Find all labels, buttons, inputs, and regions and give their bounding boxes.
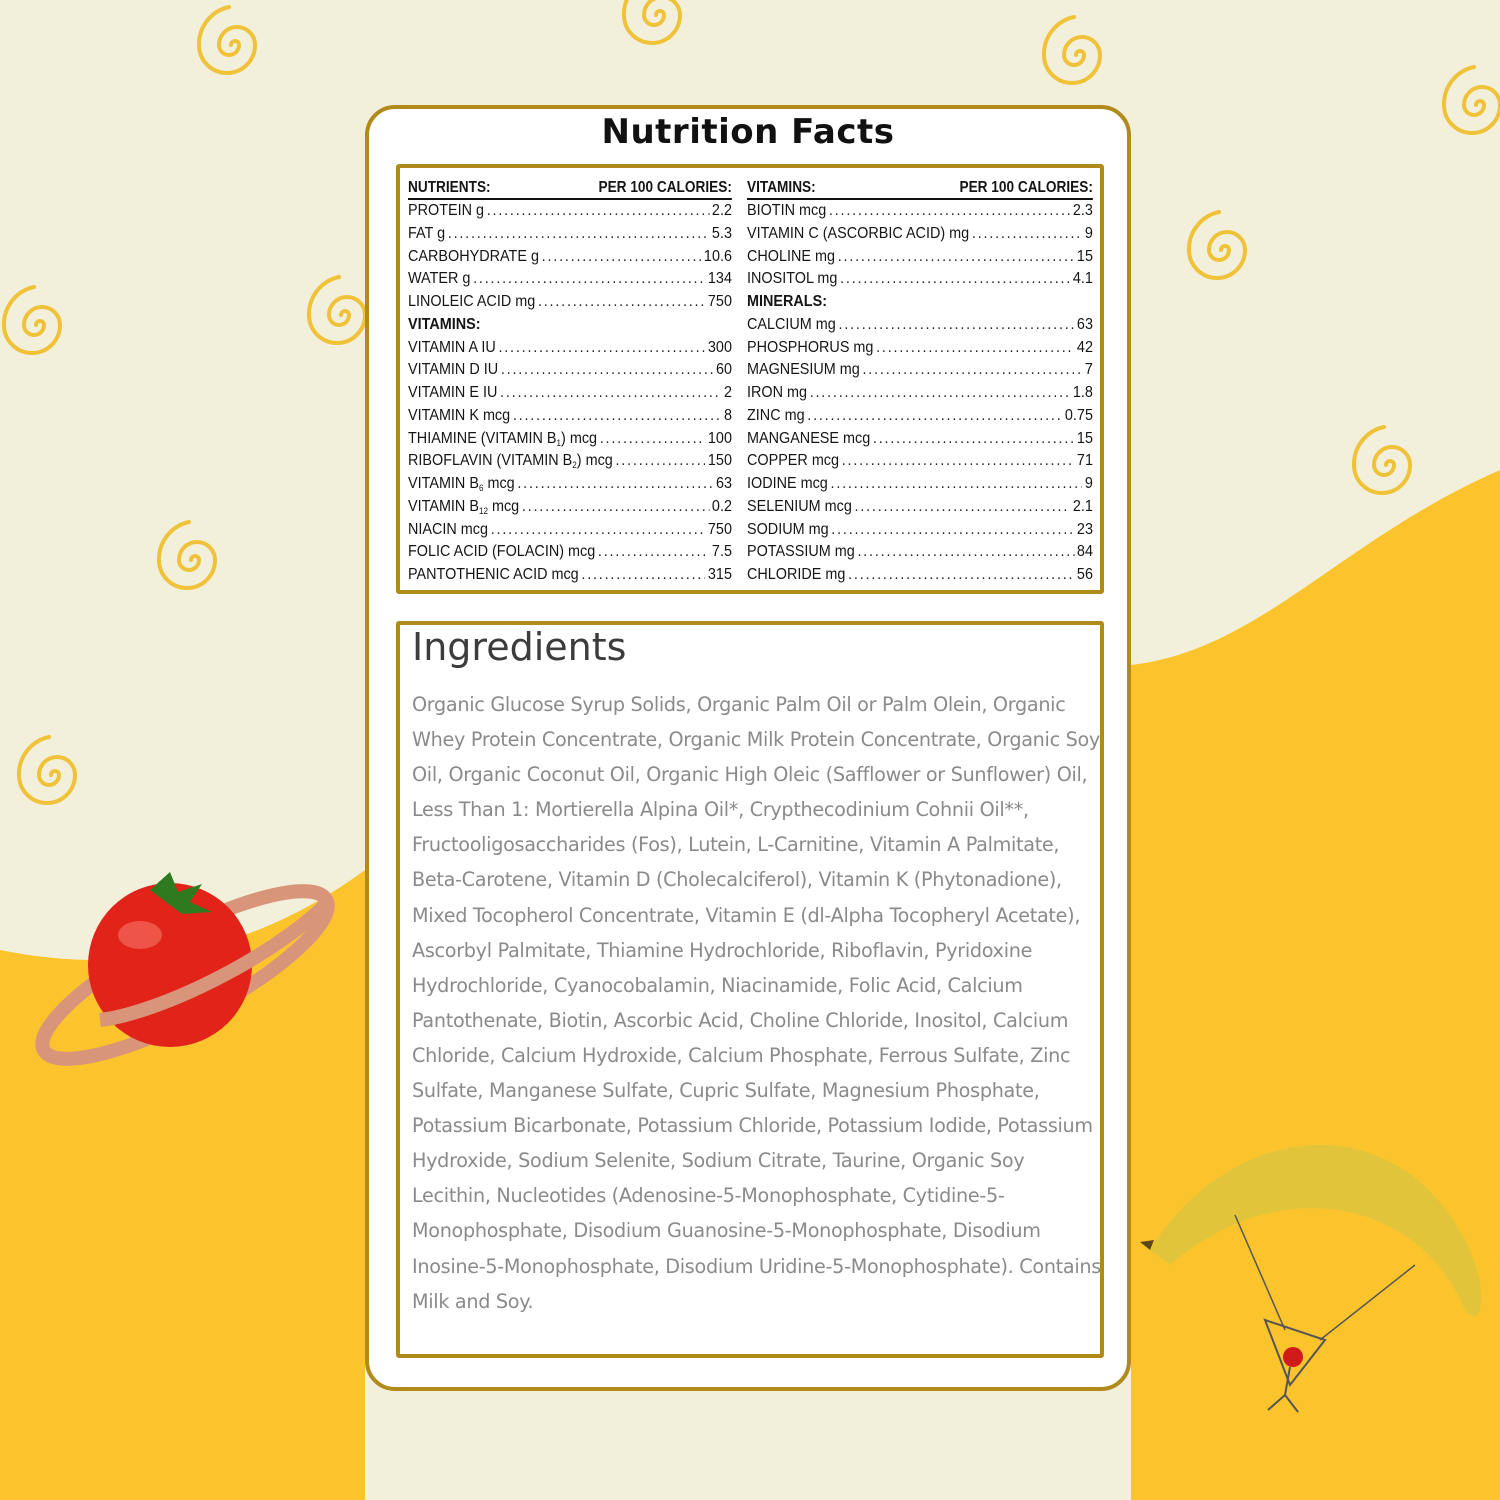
nutrient-value: 9 bbox=[1084, 224, 1093, 242]
nutrients-column bbox=[408, 178, 732, 587]
column-header bbox=[408, 178, 732, 200]
nutrient-label: COPPER mcg bbox=[747, 452, 840, 470]
nutrient-row bbox=[747, 200, 1093, 223]
nutrient-label: ZINC mg bbox=[747, 406, 805, 424]
nutrient-row bbox=[408, 473, 732, 496]
nutrient-label: MANGANESE mcg bbox=[747, 429, 871, 447]
nutrient-value: 10.6 bbox=[703, 247, 732, 265]
dot-leader bbox=[876, 337, 1074, 360]
dot-leader bbox=[972, 223, 1082, 246]
nutrient-label: VITAMIN $B_{12}$ mcg bbox=[408, 497, 520, 516]
nutrient-label: VITAMIN D IU bbox=[408, 361, 499, 379]
column-header-left: NUTRIENTS: bbox=[408, 179, 491, 196]
nutrient-label: LINOLEIC ACID mg bbox=[408, 293, 536, 310]
nutrient-row bbox=[408, 541, 732, 564]
nutrient-value: 63 bbox=[715, 475, 732, 492]
vitamins-minerals-column bbox=[747, 178, 1093, 587]
nutrient-label: PROTEIN g bbox=[408, 202, 485, 219]
nutrient-row bbox=[747, 246, 1093, 269]
ingredients-panel bbox=[396, 621, 1104, 1358]
nutrient-value: 750 bbox=[707, 293, 732, 310]
nutrient-value: 2.3 bbox=[1072, 202, 1093, 219]
column-header bbox=[747, 178, 1093, 200]
nutrient-value: 4.1 bbox=[1072, 270, 1093, 288]
nutrient-label: CHLORIDE mg bbox=[747, 566, 846, 583]
dot-leader bbox=[831, 519, 1074, 542]
nutrient-label: CALCIUM mg bbox=[747, 315, 836, 333]
dot-leader bbox=[513, 405, 721, 428]
nutrient-row bbox=[408, 223, 732, 246]
nutrient-row bbox=[747, 541, 1093, 564]
dot-leader bbox=[839, 314, 1075, 337]
dot-leader bbox=[491, 519, 706, 542]
nutrient-value: 750 bbox=[707, 520, 732, 538]
nutrient-value: 9 bbox=[1084, 475, 1093, 492]
nutrient-value: 15 bbox=[1076, 247, 1093, 265]
nutrient-label: THIAMINE (VITAMIN $B_1$) mcg bbox=[408, 429, 598, 448]
dot-leader bbox=[848, 564, 1074, 587]
nutrient-value: 2.2 bbox=[711, 202, 732, 219]
nutrient-row bbox=[408, 268, 732, 291]
dot-leader bbox=[873, 428, 1074, 451]
nutrient-label: CARBOHYDRATE g bbox=[408, 247, 539, 265]
dot-leader bbox=[448, 223, 709, 246]
nutrient-value: 8 bbox=[723, 406, 732, 424]
dot-leader bbox=[598, 541, 709, 564]
nutrient-row bbox=[408, 405, 732, 428]
nutrient-row bbox=[408, 450, 732, 473]
dot-leader bbox=[498, 337, 705, 360]
nutrient-label: FAT g bbox=[408, 224, 446, 242]
nutrient-row bbox=[747, 314, 1093, 337]
nutrient-label: PHOSPHORUS mg bbox=[747, 338, 874, 356]
dot-leader bbox=[829, 200, 1070, 223]
nutrient-label: FOLIC ACID (FOLACIN) mcg bbox=[408, 543, 596, 561]
nutrient-row bbox=[747, 359, 1093, 382]
nutrient-row bbox=[408, 291, 732, 314]
nutrient-value: 150 bbox=[707, 452, 732, 470]
nutrient-row bbox=[747, 496, 1093, 519]
nutrient-value: 0.75 bbox=[1064, 406, 1093, 424]
ingredients-title: Ingredients bbox=[412, 625, 627, 669]
dot-leader bbox=[500, 382, 721, 405]
nutrient-row bbox=[408, 428, 732, 451]
dot-leader bbox=[538, 291, 705, 314]
nutrient-row bbox=[747, 473, 1093, 496]
dot-leader bbox=[600, 428, 705, 451]
nutrient-value: 7 bbox=[1084, 361, 1093, 379]
dot-leader bbox=[810, 382, 1071, 405]
nutrient-label: VITAMINS: bbox=[408, 315, 481, 333]
nutrient-label: IODINE mcg bbox=[747, 475, 828, 492]
ingredients-text: Organic Glucose Syrup Solids, Organic Palm Oil or Palm Olein, Organic Whey Protein Concentrate, Organic Milk Protein Concentrate, Organic Soy Oil, Organic Coconut Oil, Organic High Oleic (Safflower or Sunflower) Oil, Less Than 1: Mortierella Alpina Oil*, Crypthecodinium Cohnii Oil**, Fructooligosaccharides (Fos), Lutein, L-Carnitine, Vitamin A Palmitate, Beta-Carotene, Vitamin D (Cholecalciferol), Vitamin K (Phytonadione), Mixed Tocopherol Concentrate, Vitamin E (dl-Alpha Tocopheryl Acetate), Ascorbyl Palmitate, Thiamine Hydrochloride, Riboflavin, Pyridoxine Hydrochloride, Cyanocobalamin, Niacinamide, Folic Acid, Calcium Pantothenate, Biotin, Ascorbic Acid, Choline Chloride, Inositol, Calcium Chloride, Calcium Hydroxide, Calcium Phosphate, Ferrous Sulfate, Zinc Sulfate, Manganese Sulfate, Cupric Sulfate, Magnesium Phosphate, Potassium Bicarbonate, Potassium Chloride, Potassium Iodide, Potassium Hydroxide, Sodium Selenite, Sodium Citrate, Taurine, Organic Soy Lecithin, Nucleotides (Adenosine-5-Monophosphate, Cytidine-5-Monophosphate, Disodium Guanosine-5-Monophosphate, Disodium Inosine-5-Monophosphate, Disodium Uridine-5-Monophosphate). Contains Milk and Soy. bbox=[412, 693, 1101, 1313]
nutrient-row bbox=[408, 200, 732, 223]
nutrient-row bbox=[747, 428, 1093, 451]
nutrient-value: 2 bbox=[723, 384, 732, 401]
nutrient-value: 315 bbox=[707, 566, 732, 583]
nutrient-label: VITAMIN $B_6$ mcg bbox=[408, 475, 515, 493]
nutrient-row bbox=[408, 382, 732, 405]
nutrient-label: POTASSIUM mg bbox=[747, 543, 855, 561]
nutrient-label: PANTOTHENIC ACID mcg bbox=[408, 566, 579, 583]
nutrient-label: RIBOFLAVIN (VITAMIN $B_2$) mcg bbox=[408, 452, 613, 471]
dot-leader bbox=[487, 200, 710, 223]
nutrient-label: NIACIN mcg bbox=[408, 520, 489, 538]
nutrient-label: SODIUM mg bbox=[747, 520, 829, 538]
dot-leader bbox=[863, 359, 1083, 382]
page-title: Nutrition Facts bbox=[601, 112, 895, 152]
nutrient-value: 63 bbox=[1076, 315, 1093, 333]
nutrient-label: VITAMIN K mcg bbox=[408, 406, 511, 424]
column-header-right: PER 100 CALORIES: bbox=[959, 179, 1093, 196]
nutrient-value: 84 bbox=[1076, 543, 1093, 561]
dot-leader bbox=[581, 564, 705, 587]
dot-leader bbox=[840, 268, 1070, 291]
nutrient-value: 1.8 bbox=[1072, 384, 1093, 401]
dot-leader bbox=[838, 246, 1075, 269]
nutrient-value: 15 bbox=[1076, 429, 1093, 447]
nutrient-value: 5.3 bbox=[711, 224, 732, 242]
dot-leader bbox=[842, 450, 1075, 473]
nutrient-row bbox=[747, 564, 1093, 587]
nutrient-value: 2.1 bbox=[1072, 497, 1093, 515]
nutrient-row bbox=[408, 246, 732, 269]
nutrient-value: 0.2 bbox=[711, 497, 732, 515]
nutrient-row bbox=[747, 382, 1093, 405]
dot-leader bbox=[831, 473, 1083, 496]
dot-leader bbox=[857, 541, 1074, 564]
nutrient-row bbox=[747, 337, 1093, 360]
nutrition-table bbox=[396, 164, 1104, 594]
nutrient-label: VITAMIN A IU bbox=[408, 338, 496, 356]
nutrient-value: 23 bbox=[1076, 520, 1093, 538]
section-heading bbox=[408, 314, 732, 337]
column-header-right: PER 100 CALORIES: bbox=[598, 179, 732, 196]
nutrient-label: BIOTIN mcg bbox=[747, 202, 827, 219]
nutrient-row bbox=[747, 268, 1093, 291]
nutrient-label: VITAMIN E IU bbox=[408, 384, 498, 401]
dot-leader bbox=[473, 268, 705, 291]
nutrient-label: WATER g bbox=[408, 270, 471, 288]
nutrient-value: 7.5 bbox=[711, 543, 732, 561]
nutrient-value: 134 bbox=[707, 270, 732, 288]
nutrient-value: 60 bbox=[715, 361, 732, 379]
dot-leader bbox=[522, 496, 709, 519]
nutrient-row bbox=[408, 359, 732, 382]
nutrient-row bbox=[747, 450, 1093, 473]
nutrient-value: 56 bbox=[1076, 566, 1093, 583]
nutrient-row bbox=[408, 519, 732, 542]
nutrient-value: 100 bbox=[707, 429, 732, 447]
dot-leader bbox=[542, 246, 702, 269]
nutrient-value: 71 bbox=[1076, 452, 1093, 470]
dot-leader bbox=[501, 359, 713, 382]
nutrient-row bbox=[408, 496, 732, 519]
nutrient-label: INOSITOL mg bbox=[747, 270, 838, 288]
nutrient-row bbox=[747, 223, 1093, 246]
nutrient-row bbox=[408, 337, 732, 360]
nutrient-label: MAGNESIUM mg bbox=[747, 361, 860, 379]
nutrient-label: IRON mg bbox=[747, 384, 808, 401]
dot-leader bbox=[807, 405, 1062, 428]
dot-leader bbox=[616, 450, 706, 473]
nutrient-value: 42 bbox=[1076, 338, 1093, 356]
nutrient-row bbox=[747, 519, 1093, 542]
nutrient-label: VITAMIN C (ASCORBIC ACID) mg bbox=[747, 224, 970, 242]
nutrient-value: 300 bbox=[707, 338, 732, 356]
section-heading bbox=[747, 291, 1093, 314]
nutrient-label: CHOLINE mg bbox=[747, 247, 836, 265]
nutrient-label: SELENIUM mcg bbox=[747, 497, 852, 515]
column-header-left: VITAMINS: bbox=[747, 179, 816, 196]
nutrient-label: MINERALS: bbox=[747, 293, 828, 310]
dot-leader bbox=[517, 473, 713, 496]
dot-leader bbox=[855, 496, 1071, 519]
nutrient-row bbox=[747, 405, 1093, 428]
nutrient-row bbox=[408, 564, 732, 587]
